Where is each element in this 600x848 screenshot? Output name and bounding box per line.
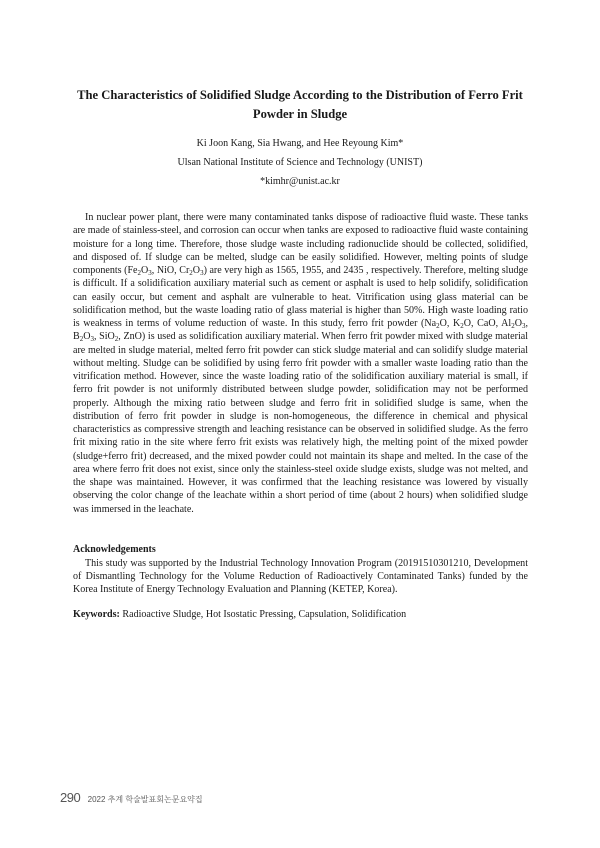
acknowledgements-heading: Acknowledgements: [73, 544, 156, 555]
page-number: 290: [60, 790, 81, 805]
keywords-label: Keywords:: [73, 609, 120, 620]
paper-title: The Characteristics of Solidified Sludge According to the Distribution of Ferro Frit Powder in Sludge: [77, 88, 523, 121]
affiliation: Ulsan National Institute of Science and Technology (UNIST): [177, 157, 423, 168]
acknowledgements-body: This study was supported by the Industrial Technology Innovation Program (20191510301210, Development of Dismantling Technology for the Volume Reduction of Radioactively Contaminated Tanks) funded by the Korea Institute of Energy Technology Evaluation and Planning (KETEP, Korea).: [73, 558, 528, 596]
page-footer: [60, 789, 203, 807]
proceedings-name: 2022 추계 학술발표회논문요약집: [87, 795, 203, 804]
keywords-list: Radioactive Sludge, Hot Isostatic Pressing, Capsulation, Solidification: [119, 609, 407, 620]
abstract-body: In nuclear power plant, there were many contaminated tanks dispose of radioactive fluid waste. These tanks are made of stainless-steel, and corrosion can occur when tanks are exposed to radioactive fluid waste containing moisture for a long time. Therefore, those sludge waste including radionuclide should be collected, solidified, and disposed of. If sludge can be melted, sludge can be easily solidified. However, melting points of sludge components ($Fe_2O_3$, NiO, $Cr_2O_3$) are very high as 1565, 1955, and 2435 , respectively. Therefore, melting sludge is difficult. If a solidification auxiliary material such as cement or asphalt is used to help solidify, solidification can easily occur, but cement and asphalt are vulnerable to heat. Vitrification using glass material can be solidification method, but the waste loading ratio of glass material is higher than 50%. High waste loading ratio is weakness in terms of volume reduction of waste. In this study, ferro frit powder ($Na_2O$, $K_2O$, CaO, $Al_2O_3$, $B_2O_3$, SiO$_2$, ZnO) is used as solidification auxiliary material. When ferro frit powder mixed with sludge material are melted in sludge material, melted ferro frit powder can stick sludge material and can solidify sludge material without melting. Sludge can be solidified by using ferro frit powder with a smaller waste loading ratio than the vitrification method. However, since the waste loading ratio of the solidification auxiliary material is small, if ferro frit powder is not uniformly distributed between sludge powder, solidification may not be performed properly. Although the mixing ratio between sludge and ferro frit in solidified sludge is same, when the distribution of ferro frit powder in sludge is non-homogeneous, the difference in chemical and physical characteristics as compressive strength and leaching resistance can be observed in solidified sludge. As the ferro frit mixing ratio in the site where ferro frit exists was relatively high, the melting point of the mixed powder (sludge+ferro frit) decreased, and the mixed powder could not maintain its shape and melted. In the case of the area where ferro frit does not exist, since only the stainless-steel oxide sludge exists, sludge was not melted, and the shape was maintained. However, it was confirmed that the leaching resistance was lowered by visually observing the color change of the leachate within a short period of time (about 2 hours) when solidified sludge was immersed in the leachate.: [73, 212, 529, 515]
keywords: [73, 609, 528, 620]
corresponding-email: *kimhr@unist.ac.kr: [260, 176, 340, 187]
author-list: Ki Joon Kang, Sia Hwang, and Hee Reyoung Kim*: [196, 138, 404, 149]
